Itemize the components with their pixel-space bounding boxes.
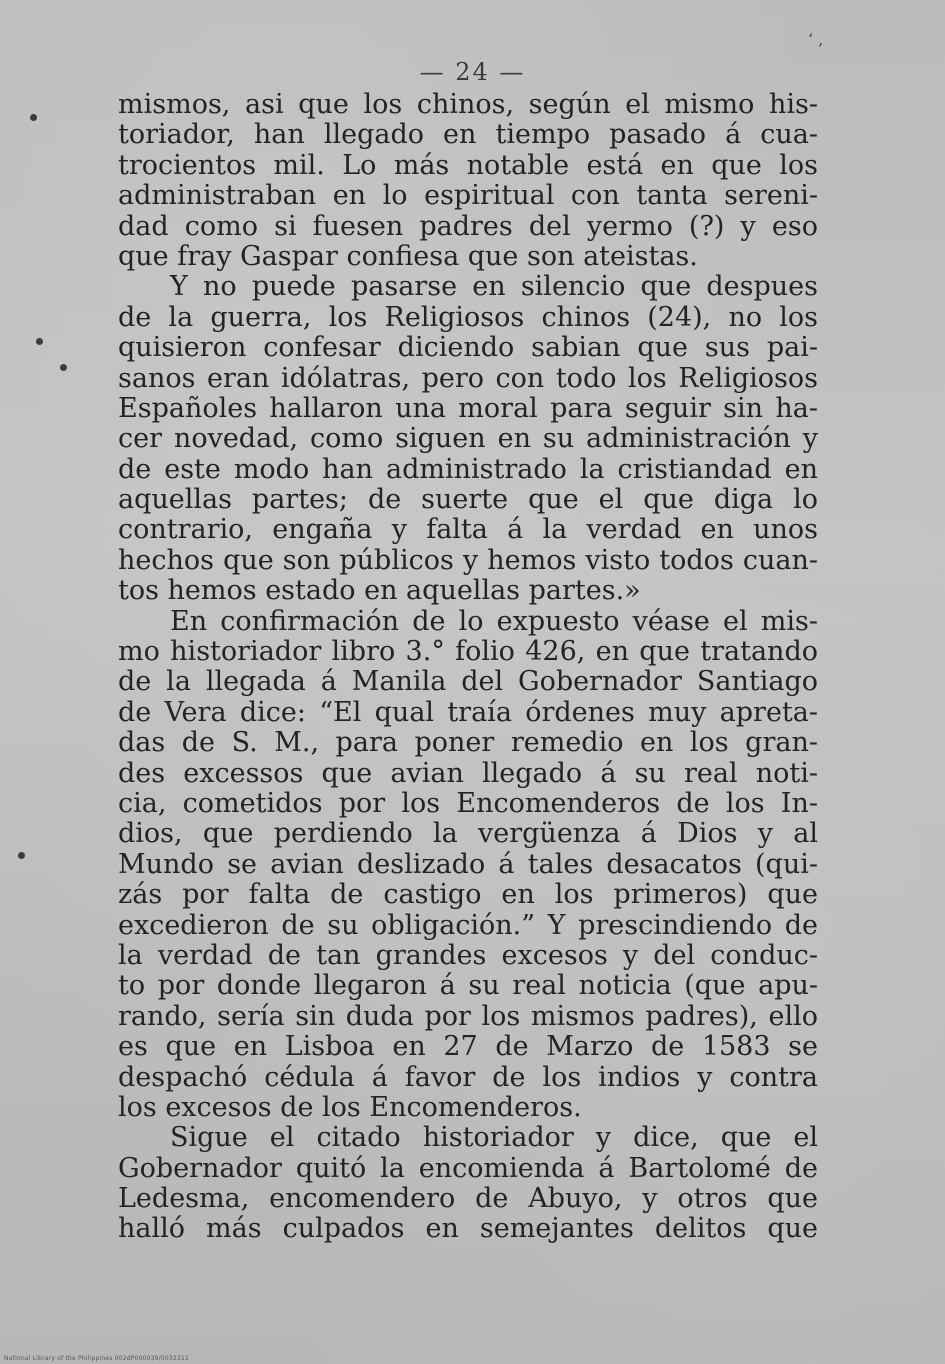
page-number: — 24 — [419,58,526,86]
text-line: de la llegada á Manila del Gobernador Santiago [118,666,818,698]
text-line: Ledesma, encomendero de Abuyo, y otros que [118,1183,818,1215]
text-line: de este modo han administrado la cristiandad en [118,453,818,485]
text-line: toriador, han llegado en tiempo pasado á cua- [118,119,818,151]
text-line: la verdad de tan grandes excesos y del conduc- [118,939,818,971]
footer-credit: National Library of the Philippines 002dP000039/0032311 [4,1355,189,1362]
text-line: zás por falta de castigo en los primeros) que [118,879,818,911]
text-line: cia, cometidos por los Encomenderos de los In- [118,787,818,819]
text-line: contrario, engaña y falta á la verdad en unos [118,514,818,546]
text-line: dad como si fuesen padres del yermo (?) y eso [118,210,818,242]
text-line: de la guerra, los Religiosos chinos (24), no los [118,301,818,333]
text-line: despachó cédula á favor de los indios y contra [118,1061,818,1093]
text-line: Gobernador quitó la encomienda á Bartolomé de [118,1152,818,1184]
text-line: quisieron confesar diciendo sabian que sus pai- [118,332,818,364]
text-line: Mundo se avian deslizado á tales desacatos (qui- [118,848,818,880]
text-line: cer novedad, como siguen en su administración y [118,423,818,455]
text-line: mismos, asi que los chinos, según el mismo his- [118,89,818,120]
corner-mark: ‘ , [808,30,824,49]
text-line: hechos que son públicos y hemos visto todos cuan- [118,544,818,576]
text-line: Y no puede pasarse en silencio que despues [170,271,818,303]
text-line: das de S. M., para poner remedio en los gran- [118,727,818,759]
text-line: de Vera dice: “El qual traía órdenes muy apreta- [118,696,818,728]
text-line: tos hemos estado en aquellas partes.» [118,575,641,607]
text-line: trocientos mil. Lo más notable está en que los [118,149,818,181]
text-line: que fray Gaspar confiesa que son ateistas. [118,240,698,272]
text-line: des excessos que avian llegado á su real noti- [118,757,818,789]
text-line: administraban en lo espiritual con tanta sereni- [118,180,818,212]
text-line: excedieron de su obligación.” Y prescindiendo de [118,909,818,941]
text-line: dios, que perdiendo la vergüenza á Dios y al [118,818,818,850]
text-line: rando, sería sin duda por los mismos padres), ello [118,1000,818,1032]
text-line: mo historiador libro 3.° folio 426, en que tratando [118,636,818,668]
text-line: Españoles hallaron una moral para seguir sin ha- [118,392,818,424]
text-line: es que en Lisboa en 27 de Marzo de 1583 se [118,1031,818,1063]
text-line: to por donde llegaron á su real noticia (que apu- [118,970,818,1002]
body-text [118,90,818,1245]
margin-dot [18,852,25,859]
text-line: los excesos de los Encomenderos. [118,1091,582,1123]
text-line: En confirmación de lo expuesto véase el mis- [170,605,818,637]
text-line: halló más culpados en semejantes delitos que [118,1213,818,1245]
margin-dot [36,338,43,345]
margin-dot [60,364,67,371]
margin-dot [30,114,37,121]
text-line: Sigue el citado historiador y dice, que el [170,1122,818,1154]
text-line: aquellas partes; de suerte que el que diga lo [118,484,818,516]
text-line: sanos eran idólatras, pero con todo los Religiosos [118,362,818,394]
